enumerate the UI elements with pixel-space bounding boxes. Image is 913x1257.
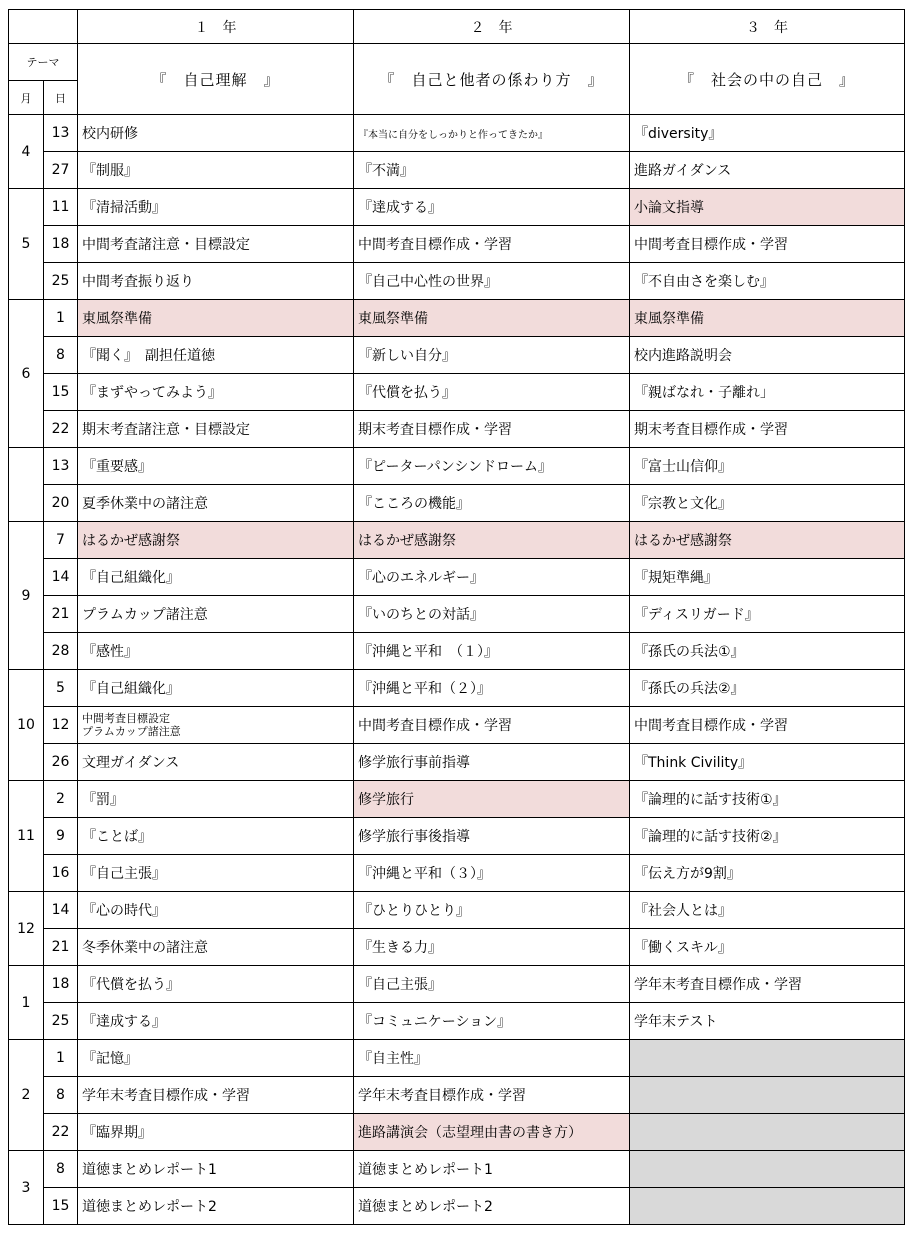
year-2-cell: 『いのちとの対話』 — [354, 596, 630, 633]
day-cell: 21 — [44, 929, 78, 966]
day-cell: 8 — [44, 1151, 78, 1188]
table-row — [9, 374, 905, 411]
year-3-cell: 『diversity』 — [630, 115, 905, 152]
year-2-cell: 『生きる力』 — [354, 929, 630, 966]
year-2-cell: 『ひとりひとり』 — [354, 892, 630, 929]
year-3-cell: 学年末テスト — [630, 1003, 905, 1040]
year-2-cell: 『ピーターパンシンドローム』 — [354, 448, 630, 485]
day-cell: 28 — [44, 633, 78, 670]
table-row — [9, 781, 905, 818]
month-cell — [9, 448, 44, 522]
year-2-cell: 『代償を払う』 — [354, 374, 630, 411]
year-3-cell: 『親ばなれ・子離れ」 — [630, 374, 905, 411]
year-1-header: １ 年 — [78, 10, 354, 44]
day-cell: 2 — [44, 781, 78, 818]
day-cell: 1 — [44, 300, 78, 337]
day-cell: 27 — [44, 152, 78, 189]
year-1-cell — [78, 707, 354, 744]
year-1-cell: 中間考査振り返り — [78, 263, 354, 300]
table-row — [9, 448, 905, 485]
year-3-cell: 小論文指導 — [630, 189, 905, 226]
day-cell: 13 — [44, 448, 78, 485]
day-cell: 14 — [44, 559, 78, 596]
month-cell: 9 — [9, 522, 44, 670]
day-cell: 22 — [44, 411, 78, 448]
year-3-cell — [630, 1077, 905, 1114]
table-row — [9, 115, 905, 152]
year-2-cell: 進路講演会（志望理由書の書き方） — [354, 1114, 630, 1151]
day-cell: 26 — [44, 744, 78, 781]
table-row — [9, 929, 905, 966]
year-1-cell: 『制服』 — [78, 152, 354, 189]
year-1-cell: 学年末考査目標作成・学習 — [78, 1077, 354, 1114]
table-row — [9, 1188, 905, 1225]
table-row — [9, 522, 905, 559]
corner-cell — [9, 10, 78, 44]
year-3-cell: 『ディスリガード』 — [630, 596, 905, 633]
year-1-cell-line: プラムカップ諸注意 — [82, 725, 181, 738]
year-header-row — [9, 10, 905, 44]
year-3-cell: 『孫氏の兵法①』 — [630, 633, 905, 670]
table-row — [9, 189, 905, 226]
day-cell: 16 — [44, 855, 78, 892]
year-1-cell: 『清掃活動』 — [78, 189, 354, 226]
day-cell: 8 — [44, 337, 78, 374]
year-3-cell: はるかぜ感謝祭 — [630, 522, 905, 559]
month-cell: 10 — [9, 670, 44, 781]
year-1-cell: 『自己主張』 — [78, 855, 354, 892]
day-cell: 20 — [44, 485, 78, 522]
year-3-cell — [630, 1188, 905, 1225]
day-cell: 1 — [44, 1040, 78, 1077]
day-cell: 9 — [44, 818, 78, 855]
table-row — [9, 670, 905, 707]
year-2-cell: 修学旅行事後指導 — [354, 818, 630, 855]
table-row — [9, 633, 905, 670]
year-2-cell: 道徳まとめレポート1 — [354, 1151, 630, 1188]
year-2-header: ２ 年 — [354, 10, 630, 44]
day-cell: 11 — [44, 189, 78, 226]
month-cell: 5 — [9, 189, 44, 300]
year-1-cell: 夏季休業中の諸注意 — [78, 485, 354, 522]
day-cell: 14 — [44, 892, 78, 929]
year-2-cell: 『沖縄と平和 （１）』 — [354, 633, 630, 670]
year-3-cell: 『不自由さを楽しむ』 — [630, 263, 905, 300]
year-3-cell: 学年末考査目標作成・学習 — [630, 966, 905, 1003]
year-1-cell: 『記憶』 — [78, 1040, 354, 1077]
year-3-cell — [630, 1040, 905, 1077]
table-row — [9, 596, 905, 633]
day-cell: 15 — [44, 1188, 78, 1225]
table-row — [9, 818, 905, 855]
year-2-cell: 中間考査目標作成・学習 — [354, 707, 630, 744]
year-2-cell: 東風祭準備 — [354, 300, 630, 337]
table-row — [9, 411, 905, 448]
year-2-cell: 修学旅行事前指導 — [354, 744, 630, 781]
year-2-cell: 『こころの機能』 — [354, 485, 630, 522]
year-3-cell: 『論理的に話す技術①』 — [630, 781, 905, 818]
table-row — [9, 1003, 905, 1040]
year-3-theme: 『 社会の中の自己 』 — [630, 44, 905, 115]
year-1-cell: 『達成する』 — [78, 1003, 354, 1040]
year-2-cell: 『本当に自分をしっかりと作ってきたか』 — [354, 115, 630, 152]
table-row — [9, 1151, 905, 1188]
year-2-cell: 『新しい自分』 — [354, 337, 630, 374]
year-3-cell — [630, 1151, 905, 1188]
theme-header-row — [9, 44, 905, 81]
year-1-cell: 『ことば』 — [78, 818, 354, 855]
year-1-cell: 期末考査諸注意・目標設定 — [78, 411, 354, 448]
year-2-cell: 『自己中心性の世界』 — [354, 263, 630, 300]
table-row — [9, 966, 905, 1003]
year-2-cell: 中間考査目標作成・学習 — [354, 226, 630, 263]
year-1-cell: 『心の時代』 — [78, 892, 354, 929]
year-1-cell: 東風祭準備 — [78, 300, 354, 337]
year-3-cell — [630, 1114, 905, 1151]
month-label: 月 — [9, 81, 44, 115]
table-row — [9, 1114, 905, 1151]
month-cell: 1 — [9, 966, 44, 1040]
table-row — [9, 559, 905, 596]
table-row — [9, 300, 905, 337]
year-3-cell: 『社会人とは』 — [630, 892, 905, 929]
table-row — [9, 263, 905, 300]
day-cell: 12 — [44, 707, 78, 744]
theme-label: テーマ — [9, 44, 78, 81]
table-row — [9, 744, 905, 781]
table-row — [9, 337, 905, 374]
year-2-cell: 修学旅行 — [354, 781, 630, 818]
year-3-cell: 東風祭準備 — [630, 300, 905, 337]
table-row — [9, 892, 905, 929]
day-cell: 5 — [44, 670, 78, 707]
year-3-cell: 期末考査目標作成・学習 — [630, 411, 905, 448]
month-cell: 6 — [9, 300, 44, 448]
year-3-cell: 『富士山信仰』 — [630, 448, 905, 485]
day-cell: 18 — [44, 966, 78, 1003]
year-1-cell: 中間考査諸注意・目標設定 — [78, 226, 354, 263]
table-row — [9, 226, 905, 263]
year-1-cell: プラムカップ諸注意 — [78, 596, 354, 633]
year-1-cell: 道徳まとめレポート1 — [78, 1151, 354, 1188]
schedule-body — [9, 115, 905, 1225]
day-cell: 8 — [44, 1077, 78, 1114]
year-3-cell: 『伝え方が9割』 — [630, 855, 905, 892]
year-1-cell: 冬季休業中の諸注意 — [78, 929, 354, 966]
year-1-cell-line: 中間考査目標設定 — [82, 712, 170, 725]
table-row — [9, 152, 905, 189]
month-cell: 11 — [9, 781, 44, 892]
year-2-cell: 『心のエネルギー』 — [354, 559, 630, 596]
year-1-theme: 『 自己理解 』 — [78, 44, 354, 115]
year-2-cell: 『不満』 — [354, 152, 630, 189]
year-2-cell: 『コミュニケーション』 — [354, 1003, 630, 1040]
year-1-cell: 『まずやってみよう』 — [78, 374, 354, 411]
year-3-cell: 『規矩準縄』 — [630, 559, 905, 596]
year-3-cell: 中間考査目標作成・学習 — [630, 707, 905, 744]
year-1-cell: 『重要感』 — [78, 448, 354, 485]
month-cell: 3 — [9, 1151, 44, 1225]
year-3-cell: 校内進路説明会 — [630, 337, 905, 374]
year-1-cell: 『代償を払う』 — [78, 966, 354, 1003]
table-row — [9, 1077, 905, 1114]
year-1-cell: 『自己組織化』 — [78, 559, 354, 596]
year-3-cell: 進路ガイダンス — [630, 152, 905, 189]
day-cell: 13 — [44, 115, 78, 152]
year-3-cell: 『働くスキル』 — [630, 929, 905, 966]
year-1-cell: 文理ガイダンス — [78, 744, 354, 781]
day-cell: 25 — [44, 1003, 78, 1040]
year-3-cell: 『孫氏の兵法②』 — [630, 670, 905, 707]
year-3-header: ３ 年 — [630, 10, 905, 44]
year-2-cell: はるかぜ感謝祭 — [354, 522, 630, 559]
year-2-cell: 『自主性』 — [354, 1040, 630, 1077]
table-row — [9, 485, 905, 522]
day-cell: 18 — [44, 226, 78, 263]
year-1-cell: 校内研修 — [78, 115, 354, 152]
year-3-cell: 『宗教と文化』 — [630, 485, 905, 522]
day-cell: 25 — [44, 263, 78, 300]
month-cell: 4 — [9, 115, 44, 189]
day-cell: 21 — [44, 596, 78, 633]
year-1-cell: 『臨界期』 — [78, 1114, 354, 1151]
year-1-cell: はるかぜ感謝祭 — [78, 522, 354, 559]
year-2-cell: 『自己主張』 — [354, 966, 630, 1003]
month-cell: 12 — [9, 892, 44, 966]
day-label: 日 — [44, 81, 78, 115]
year-2-cell: 道徳まとめレポート2 — [354, 1188, 630, 1225]
table-row — [9, 707, 905, 744]
year-2-cell: 期末考査目標作成・学習 — [354, 411, 630, 448]
year-1-cell: 道徳まとめレポート2 — [78, 1188, 354, 1225]
year-1-cell: 『感性』 — [78, 633, 354, 670]
year-2-theme: 『 自己と他者の係わり方 』 — [354, 44, 630, 115]
year-1-cell: 『自己組織化』 — [78, 670, 354, 707]
year-3-cell: 中間考査目標作成・学習 — [630, 226, 905, 263]
year-2-cell: 『達成する』 — [354, 189, 630, 226]
month-cell: 2 — [9, 1040, 44, 1151]
year-3-cell: 『論理的に話す技術②』 — [630, 818, 905, 855]
day-cell: 7 — [44, 522, 78, 559]
day-cell: 22 — [44, 1114, 78, 1151]
year-3-cell: 『Think Civility』 — [630, 744, 905, 781]
year-2-cell: 『沖縄と平和（２）』 — [354, 670, 630, 707]
table-row — [9, 855, 905, 892]
table-row — [9, 1040, 905, 1077]
year-1-cell: 『罰』 — [78, 781, 354, 818]
year-2-cell: 学年末考査目標作成・学習 — [354, 1077, 630, 1114]
year-1-cell: 『聞く』 副担任道徳 — [78, 337, 354, 374]
year-2-cell: 『沖縄と平和（３）』 — [354, 855, 630, 892]
schedule-table — [8, 9, 905, 1225]
day-cell: 15 — [44, 374, 78, 411]
